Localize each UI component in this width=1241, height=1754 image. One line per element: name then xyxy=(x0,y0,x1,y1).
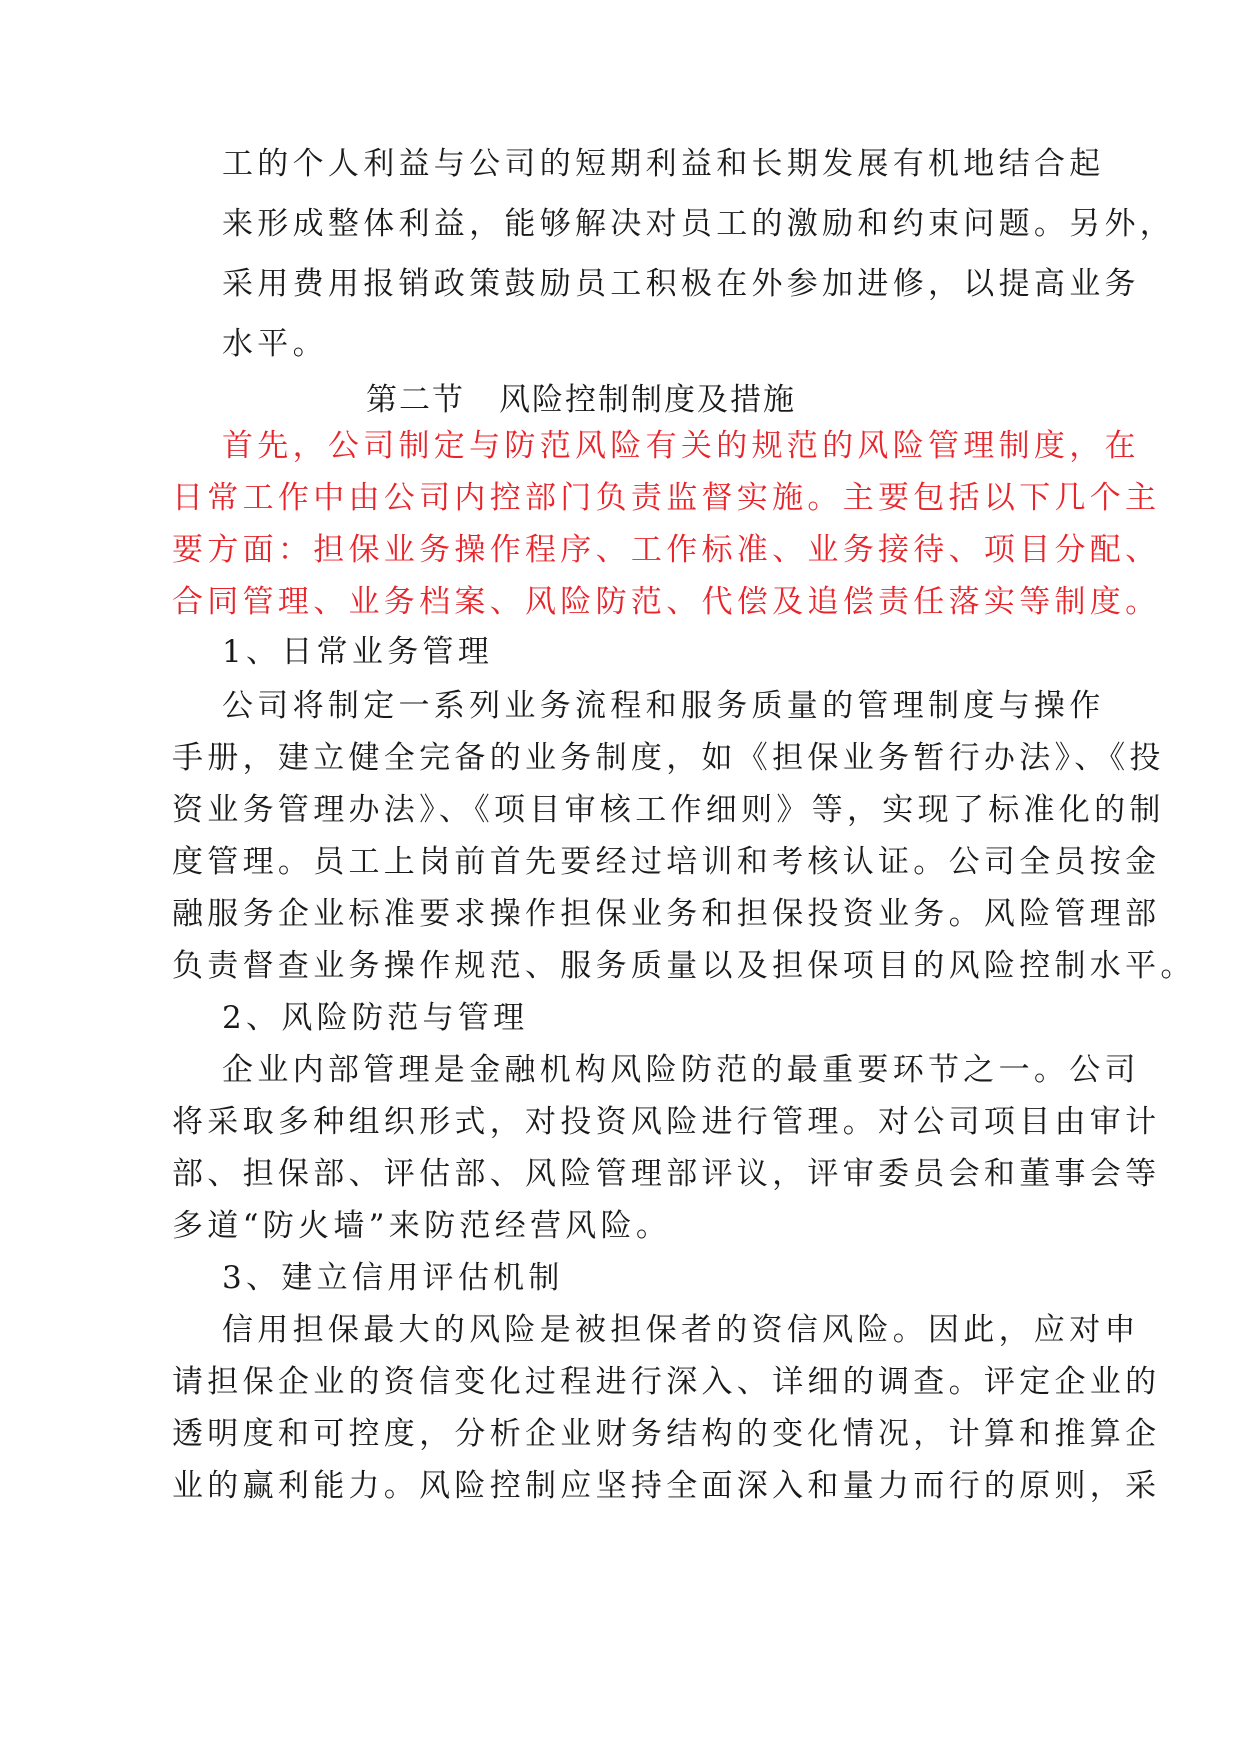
paragraph-line: 手册，建立健全完备的业务制度，如《担保业务暂行办法》、《投 xyxy=(172,740,1165,776)
paragraph-line: 将采取多种组织形式，对投资风险进行管理。对公司项目由审计 xyxy=(172,1104,1161,1140)
highlighted-paragraph-line: 首先，公司制定与防范风险有关的规范的风险管理制度，在 xyxy=(222,428,1140,464)
section-title: 风险控制制度及措施 xyxy=(499,382,796,418)
paragraph-line: 资业务管理办法》、《项目审核工作细则》等，实现了标准化的制 xyxy=(172,792,1165,828)
paragraph-line: 度管理。员工上岗前首先要经过培训和考核认证。公司全员按金 xyxy=(172,844,1161,880)
paragraph-line: 来形成整体利益，能够解决对员工的激励和约束问题。另外， xyxy=(222,206,1176,242)
paragraph-line: 透明度和可控度，分析企业财务结构的变化情况，计算和推算企 xyxy=(172,1416,1161,1452)
highlighted-paragraph-line: 要方面：担保业务操作程序、工作标准、业务接待、项目分配、 xyxy=(172,532,1161,568)
highlighted-paragraph-line: 合同管理、业务档案、风险防范、代偿及追偿责任落实等制度。 xyxy=(172,584,1161,620)
paragraph-line: 水平。 xyxy=(222,326,328,362)
paragraph-line: 信用担保最大的风险是被担保者的资信风险。因此，应对申 xyxy=(222,1312,1140,1348)
subsection-heading: 1、日常业务管理 xyxy=(222,634,494,670)
paragraph-line: 部、担保部、评估部、风险管理部评议，评审委员会和董事会等 xyxy=(172,1156,1161,1192)
subsection-heading: 2、风险防范与管理 xyxy=(222,1000,529,1036)
paragraph-line: 公司将制定一系列业务流程和服务质量的管理制度与操作 xyxy=(222,688,1105,724)
paragraph-line: 企业内部管理是金融机构风险防范的最重要环节之一。公司 xyxy=(222,1052,1140,1088)
paragraph-line: 多道“防火墙”来防范经营风险。 xyxy=(172,1208,672,1244)
paragraph-line: 负责督查业务操作规范、服务质量以及担保项目的风险控制水平。 xyxy=(172,948,1196,984)
paragraph-line: 业的赢利能力。风险控制应坚持全面深入和量力而行的原则，采 xyxy=(172,1468,1161,1504)
paragraph-line: 请担保企业的资信变化过程进行深入、详细的调查。评定企业的 xyxy=(172,1364,1161,1400)
section-number: 第二节 xyxy=(366,382,465,418)
paragraph-line: 工的个人利益与公司的短期利益和长期发展有机地结合起 xyxy=(222,146,1105,182)
paragraph-line: 融服务企业标准要求操作担保业务和担保投资业务。风险管理部 xyxy=(172,896,1161,932)
paragraph-line: 采用费用报销政策鼓励员工积极在外参加进修，以提高业务 xyxy=(222,266,1140,302)
subsection-heading: 3、建立信用评估机制 xyxy=(222,1260,564,1296)
highlighted-paragraph-line: 日常工作中由公司内控部门负责监督实施。主要包括以下几个主 xyxy=(172,480,1161,516)
